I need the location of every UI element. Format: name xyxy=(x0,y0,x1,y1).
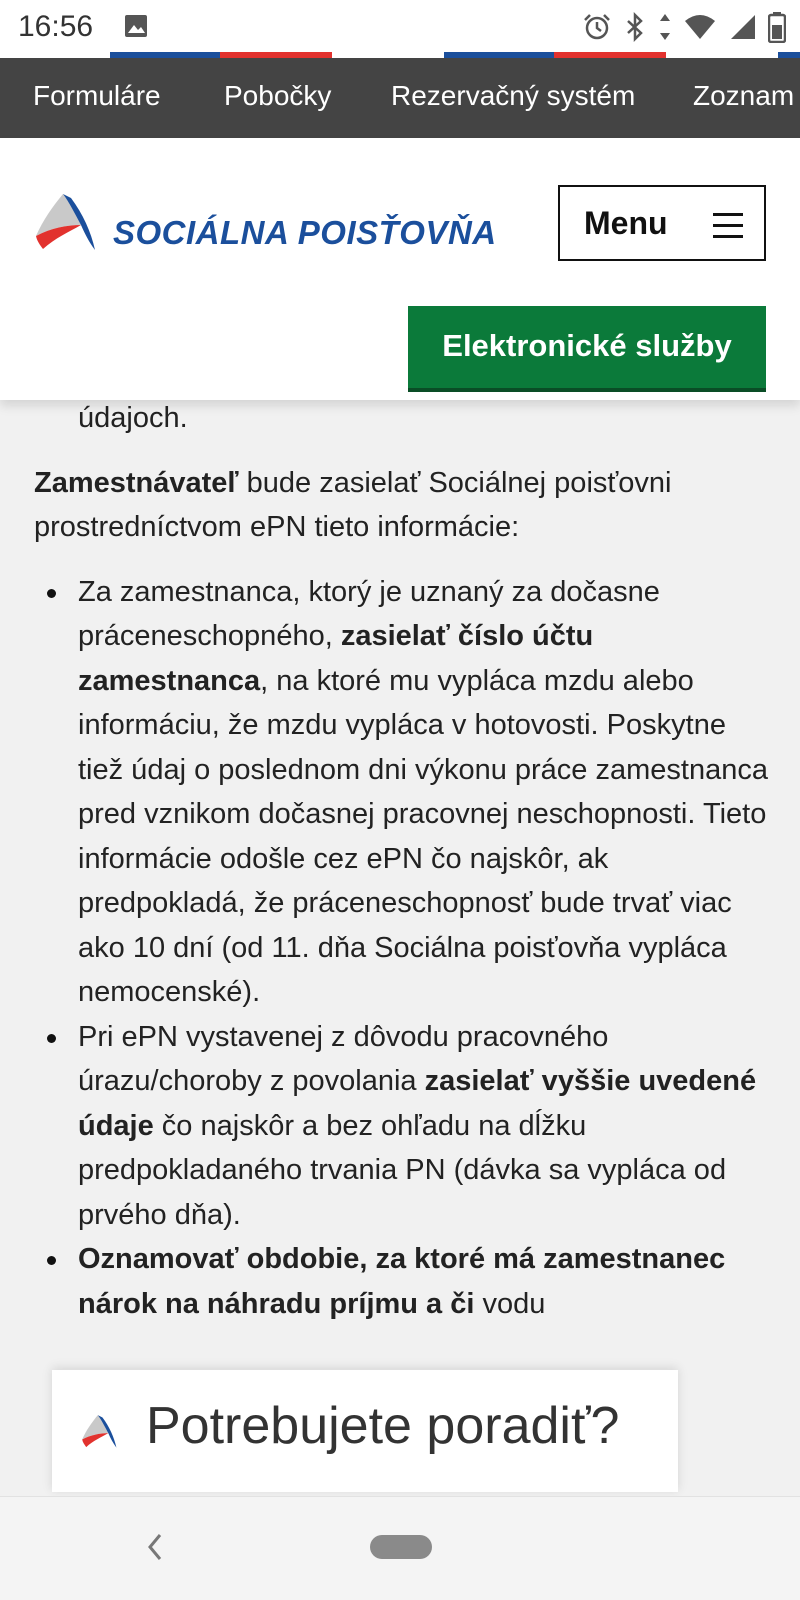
bullet-icon xyxy=(47,1256,56,1265)
bullet3-text: vodu xyxy=(474,1287,546,1320)
bullet2-text-b: čo najskôr a bez ohľadu na dĺžku predpokladaného trvania PN (dávka sa vypláca od prvého dňa). xyxy=(78,1109,727,1231)
bullet1-bold: zasielať číslo účtu zamestnanca xyxy=(78,620,594,697)
eservices-button[interactable] xyxy=(408,306,766,392)
system-icons xyxy=(582,8,786,46)
hamburger-icon xyxy=(713,213,743,239)
nav-item-pobocky[interactable]: Pobočky xyxy=(224,80,332,111)
list-item xyxy=(34,570,770,1015)
battery-icon xyxy=(768,11,786,43)
logo-wordmark: SOCIÁLNA POISŤOVŇA xyxy=(113,214,497,251)
site-logo[interactable] xyxy=(33,192,503,262)
system-navigation-bar xyxy=(0,1496,800,1600)
bluetooth-icon xyxy=(624,12,646,42)
menu-button[interactable] xyxy=(558,185,766,261)
bullet-icon xyxy=(47,589,56,598)
status-bar xyxy=(0,0,800,58)
alarm-icon xyxy=(582,12,612,42)
help-label: Potrebujete poradiť? xyxy=(146,1397,620,1455)
nav-item-zoznam[interactable]: Zoznam xyxy=(693,80,795,111)
bullet1-text-a: Za zamestnanca, ktorý je uznaný za dočasne práceneschopného, xyxy=(78,575,660,652)
home-pill-button[interactable] xyxy=(370,1535,432,1559)
info-list xyxy=(34,570,770,1327)
bullet2-text-a: Pri ePN vystavenej z dôvodu pracovného úrazu/choroby z povolania xyxy=(78,1020,609,1097)
image-icon xyxy=(124,14,148,38)
back-icon[interactable] xyxy=(140,1527,170,1567)
logo-mark-icon xyxy=(80,1414,118,1450)
logo-mark-icon xyxy=(33,192,97,254)
list-item xyxy=(34,1015,770,1238)
signal-icon xyxy=(728,12,756,42)
article-content xyxy=(34,396,770,1326)
wifi-icon xyxy=(684,12,716,42)
intro-bold: Zamestnávateľ xyxy=(34,466,239,499)
site-header xyxy=(0,138,800,400)
help-chat-widget[interactable] xyxy=(52,1370,678,1492)
continued-text: údajoch. xyxy=(78,402,188,434)
data-arrows-icon xyxy=(658,12,672,42)
bullet-icon xyxy=(47,1034,56,1043)
eservices-label: Elektronické služby xyxy=(442,328,732,363)
bullet1-text-b: , na ktoré mu vypláca mzdu alebo informáciu, že mzdu vypláca v hotovosti. Poskytne tiež údaj o poslednom dni výkonu práce zamestnanca pred vznikom dočasnej pracovnej neschopnosti. Tieto informácie odošle cez ePN čo najskôr, ak predpokladá, že práceneschopnosť bude trvať viac ako 10 dní (od 11. dňa Sociálna poisťovňa vypláca nemocenské). xyxy=(78,664,768,1008)
intro-paragraph xyxy=(34,461,770,550)
menu-label: Menu xyxy=(584,205,668,241)
status-time: 16:56 xyxy=(18,10,94,43)
nav-item-formulare[interactable]: Formuláre xyxy=(33,80,161,111)
nav-item-rezervacny-system[interactable]: Rezervačný systém xyxy=(391,80,636,111)
list-item xyxy=(34,1237,770,1326)
intro-text: bude zasielať Sociálnej poisťovni prostredníctvom ePN tieto informácie: xyxy=(34,466,672,543)
top-navigation xyxy=(0,58,800,138)
bullet3-bold: Oznamovať obdobie, za ktoré má zamestnanec nárok na náhradu príjmu a či xyxy=(78,1243,726,1320)
bullet2-bold: zasielať vyššie uvedené údaje xyxy=(78,1065,757,1142)
